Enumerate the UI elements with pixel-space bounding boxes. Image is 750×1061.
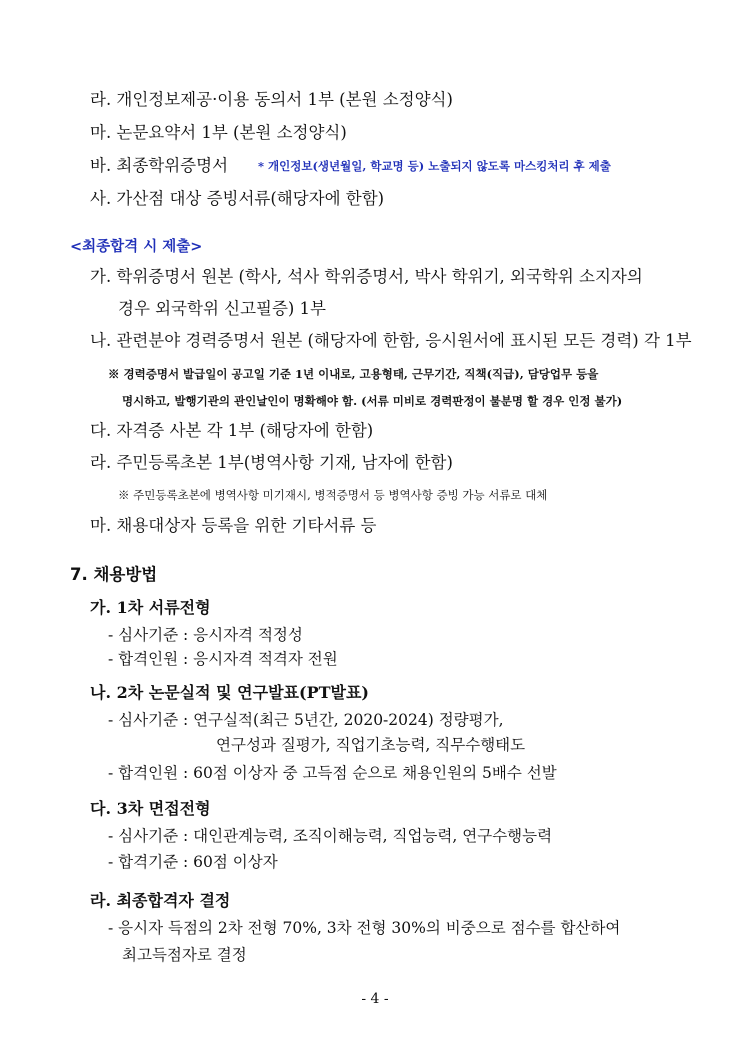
stage2-criteria: - 심사기준 : 연구실적(최근 5년간, 2020-2024) 정량평가, (108, 711, 504, 729)
final-submission-heading: <최종합격 시 제출> (70, 239, 203, 255)
stage1-pass: - 합격인원 : 응시자격 적격자 전원 (108, 650, 338, 668)
final-item-na: 나. 관련분야 경력증명서 원본 (해당자에 한함, 응시원서에 표시된 모든 경력) 각 1부 (90, 331, 692, 350)
stage3-title: 다. 3차 면접전형 (90, 799, 211, 818)
doc-item-ba: 바. 최종학위증명서 (90, 156, 229, 175)
doc-item-ma: 마. 논문요약서 1부 (본원 소정양식) (90, 123, 347, 142)
stage2-pass: - 합격인원 : 60점 이상자 중 고득점 순으로 채용인원의 5배수 선발 (108, 764, 557, 782)
final-decision-title: 라. 최종합격자 결정 (90, 891, 231, 910)
stage1-title: 가. 1차 서류전형 (90, 598, 211, 617)
stage3-pass: - 합격기준 : 60점 이상자 (108, 853, 278, 871)
career-note-2: 명시하고, 발행기관의 관인날인이 명확해야 함. (서류 미비로 경력판정이 불분명 할 경우 인정 불가) (122, 394, 623, 408)
final-item-ga-cont: 경우 외국학위 신고필증) 1부 (118, 299, 326, 318)
final-item-ma: 마. 채용대상자 등록을 위한 기타서류 등 (90, 516, 377, 535)
career-note-1: ※ 경력증명서 발급일이 공고일 기준 1년 이내로, 고용형태, 근무기간, 직책(직급), 담당업무 등을 (108, 367, 599, 381)
section-title: 7. 채용방법 (70, 565, 158, 584)
doc-item-ra: 라. 개인정보제공·이용 동의서 1부 (본원 소정양식) (90, 90, 453, 109)
final-item-da: 다. 자격증 사본 각 1부 (해당자에 한함) (90, 421, 374, 440)
doc-item-sa: 사. 가산점 대상 증빙서류(해당자에 한함) (90, 189, 385, 208)
masking-note: * 개인정보(생년월일, 학교명 등) 노출되지 않도록 마스킹처리 후 제출 (258, 159, 611, 173)
stage2-criteria-cont: 연구성과 질평가, 직업기초능력, 직무수행태도 (216, 736, 526, 754)
final-item-ra: 라. 주민등록초본 1부(병역사항 기재, 남자에 한함) (90, 453, 453, 472)
final-item-ga: 가. 학위증명서 원본 (학사, 석사 학위증명서, 박사 학위기, 외국학위 소지자의 (90, 267, 643, 286)
stage2-title: 나. 2차 논문실적 및 연구발표(PT발표) (90, 683, 369, 702)
stage3-criteria: - 심사기준 : 대인관계능력, 조직이해능력, 직업능력, 연구수행능력 (108, 827, 553, 845)
resident-note: ※ 주민등록초본에 병역사항 미기재시, 병적증명서 등 병역사항 증빙 가능 서류로 대체 (118, 488, 548, 502)
final-decision-line1: - 응시자 득점의 2차 전형 70%, 3차 전형 30%의 비중으로 점수를 합산하여 (108, 919, 621, 937)
stage1-criteria: - 심사기준 : 응시자격 적정성 (108, 626, 303, 644)
final-decision-line2: 최고득점자로 결정 (122, 946, 247, 964)
page-number: - 4 - (361, 991, 389, 1007)
